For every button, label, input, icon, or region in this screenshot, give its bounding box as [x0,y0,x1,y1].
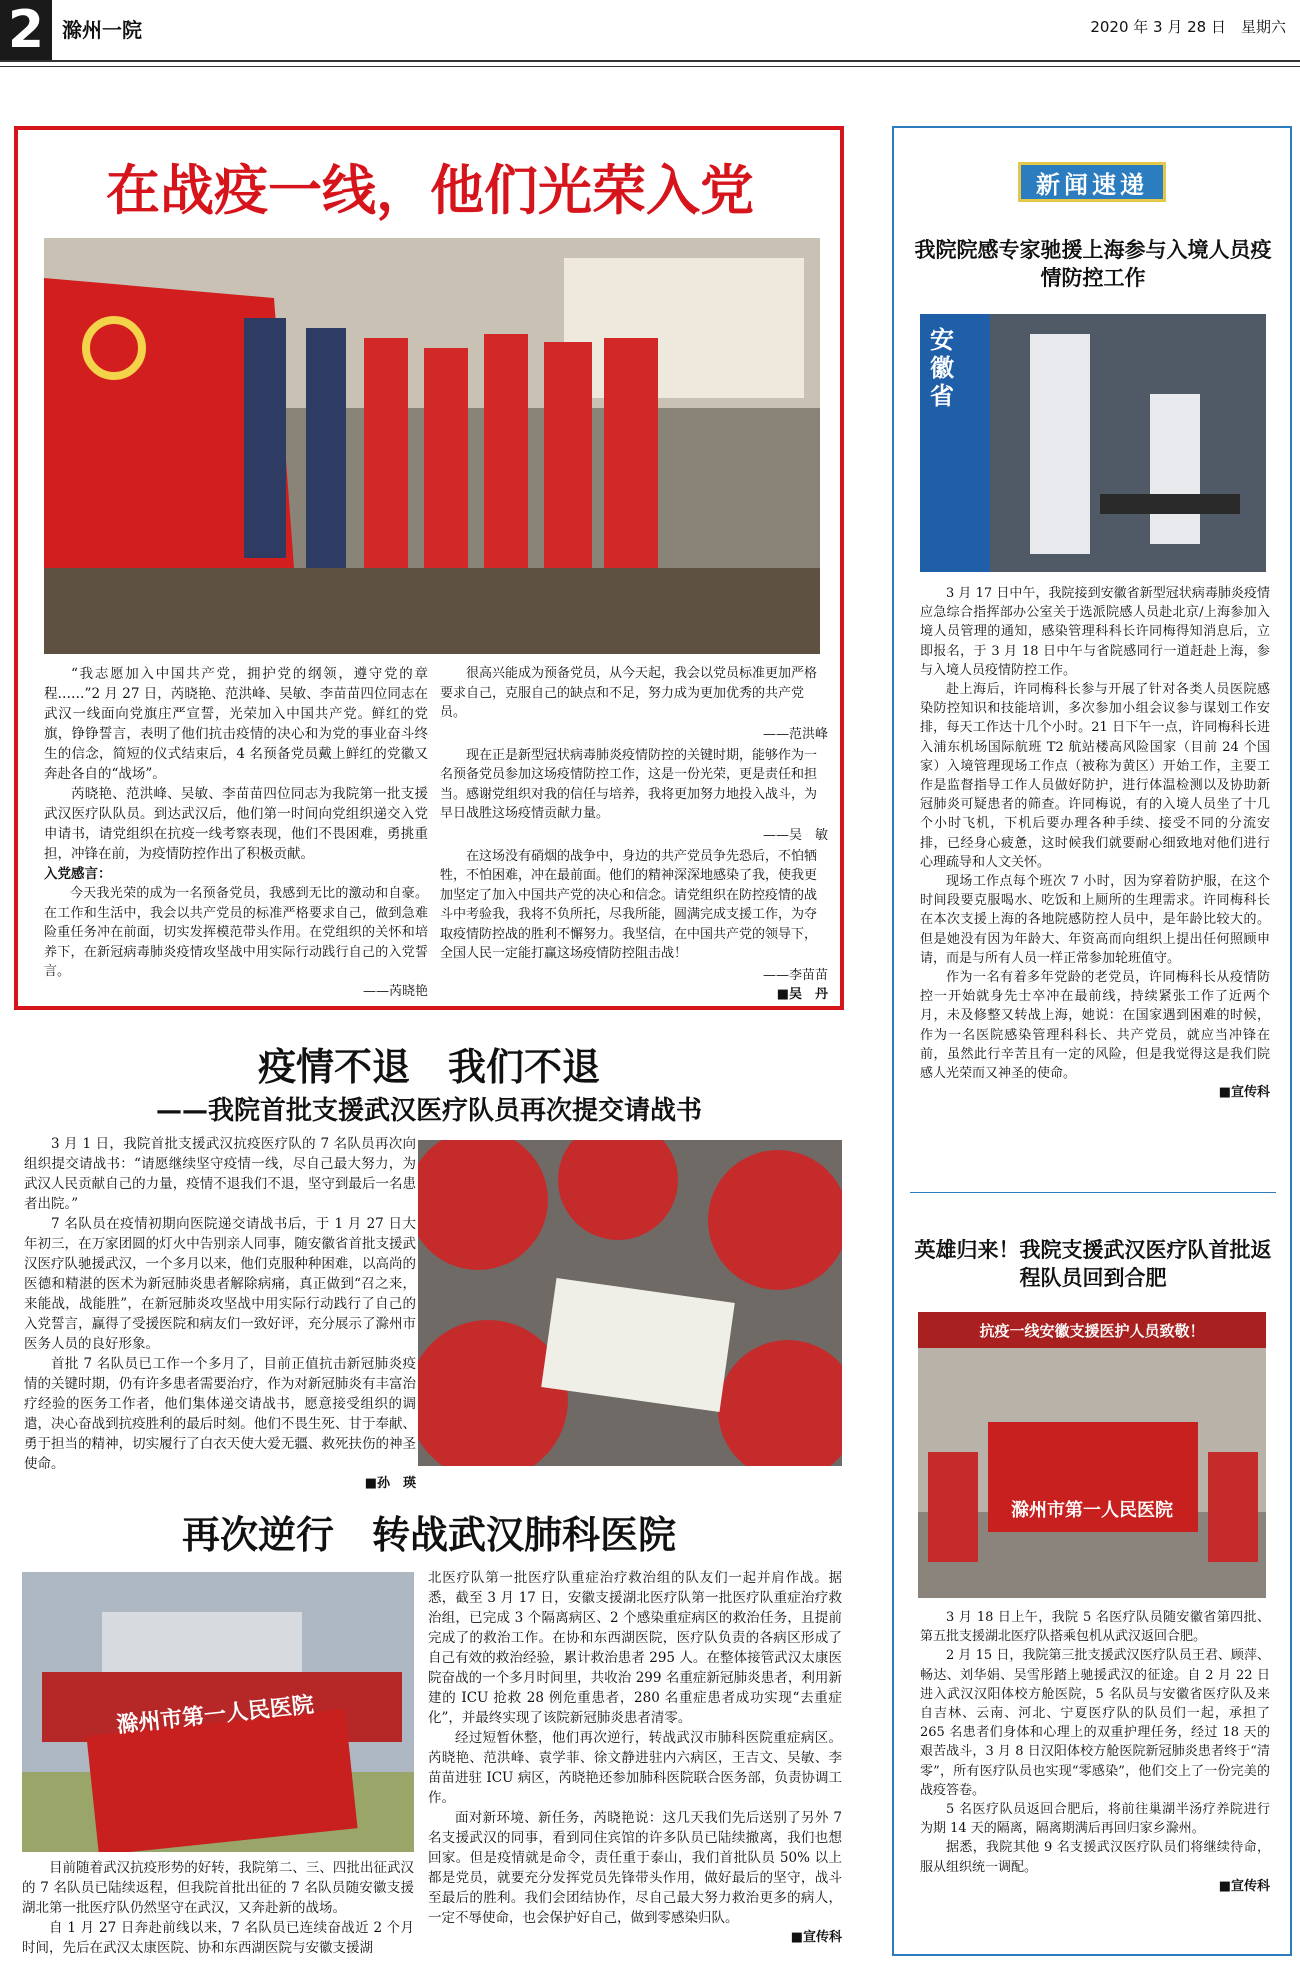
sidebar-article2-para-2: 2 月 15 日，我院第三批支援武汉医疗队员王君、顾萍、畅达、刘华娟、吴雪彤踏上驰援武汉的征途。自 2 月 22 日进入武汉汉阳体校方舱医院，5 名队员与安徽省医疗队及来自吉林、云南、河北、宁夏医疗队的队员们一起，承担了 265 名患者们身体和心理上的双重护理任务，经过 18 天的艰苦战斗，3 月 8 日汉阳体校方舱医院新冠肺炎患者终于“清零”，所有医疗队员也实现“零感染”，他们交上了一份完美的战疫答卷。 [920,1648,1270,1798]
lead-body-right [440,664,828,1002]
sidebar-article2-title: 英雄归来！我院支援武汉医疗队首批返程队员回到合肥 [914,1238,1272,1290]
sidebar-article1-title: 我院院感专家驰援上海参与入境人员疫情防控工作 [914,238,1272,290]
petition-photo-illustration [418,1140,842,1466]
return-photo-illustration [918,1312,1266,1598]
quote-2-signature: ——范洪峰 [762,726,828,742]
article3-body-left [22,1858,414,1958]
sidebar-article2-para-4: 据悉，我院其他 9 名支援武汉医疗队员们将继续待命，服从组织统一调配。 [920,1840,1270,1875]
return-photo [918,1312,1266,1598]
shanghai-photo [920,314,1266,572]
sidebar-divider [910,1192,1276,1193]
article2-para-3: 首批 7 名队员已工作一个多月了，目前正值抗击新冠肺炎疫情的关键时期，仍有许多患者需要治疗，作为对新冠肺炎有丰富治疗经验的医务工作者，他们集体递交请战书，愿意接受组织的调遣，决心奋战到抗疫胜利的最后时刻。他们不畏生死、甘于奉献、勇于担当的精神，切实履行了白衣天使大爱无疆、救死扶伤的神圣使命。 [24,1356,416,1472]
news-digest-badge: 新闻速递 [1018,162,1166,202]
issue-date: 2020 年 3 月 28 日 星期六 [1090,18,1286,36]
article2-para-2: 7 名队员在疫情初期向医院递交请战书后，于 1 月 27 日大年初三，在万家团圆的灯火中告别亲人同事，随安徽省首批支援武汉医疗队驰援武汉，一个多月以来，他们克服种种困难，以高尚的医德和精湛的医术为新冠肺炎患者解除病痛，真正做到“召之来，来能战，战能胜”，在新冠肺炎攻坚战中用实际行动践行了自己的入党誓言，赢得了受援医院和病友们一致好评，充分展示了滁州市医务人员的良好形象。 [24,1216,416,1352]
article3-body-right [428,1568,842,1948]
sidebar-article2-para-1: 3 月 18 日上午，我院 5 名医疗队员随安徽省第四批、第五批支援湖北医疗队搭乘包机从武汉返回合肥。 [920,1610,1270,1645]
return-flag-text: 滁州市第一人民医院 [1011,1500,1173,1521]
oath-photo-illustration [44,238,820,654]
lead-body-left [44,664,428,1002]
quote-1-signature: ——芮晓艳 [362,983,428,999]
petition-photo [418,1140,842,1466]
shanghai-sign-text: 安徽省 [930,326,954,410]
quote-3: 现在正是新型冠状病毒肺炎疫情防控的关键时期，能够作为一名预备党员参加这场疫情防控工作，这是一份光荣，更是责任和担当。感谢党组织对我的信任与培养，我将更加努力地投入战斗，为早日战胜这场疫情贡献力量。 [440,747,818,821]
sidebar-article2-byline: ■宣传科 [1218,1878,1270,1894]
article2-body [24,1134,416,1494]
team-flag-text: 滁州市第一人民医院 [115,1692,315,1739]
lead-byline: ■吴 丹 [776,986,828,1002]
oath-photo [44,238,820,654]
article2-para-1: 3 月 1 日，我院首批支援武汉抗疫医疗队的 7 名队员再次向组织提交请战书：“请愿继续坚守疫情一线，尽自己最大努力，为武汉人民贡献自己的力量，疫情不退我们不退，坚守到最后一名患者出院。” [24,1136,416,1212]
article3-byline: ■宣传科 [790,1930,842,1945]
article2-title: 疫情不退 我们不退 [257,1045,600,1089]
sidebar-article1-para-2: 赴上海后，许同梅科长参与开展了针对各类人员医院感染防控知识和技能培训，多次参加小组会议参与谋划工作安排，每天工作达十几个小时。21 日下午一点，许同梅科长进入浦东机场国际航班 T2 航站楼高风险国家（目前 24 个国家）入境管理现场工作点（被称为黄区）开始工作，主要工作是监督指导工作人员做好防护，进行体温检测以及协助新冠肺炎可疑患者的筛查。许同梅说，有的入境人员坐了十几个小时飞机，下机后要办理各种手续、接受不同的分流安排，已经身心疲惫，这时候我们就要耐心细致地对他们进行心理疏导和人文关怀。 [920,682,1270,870]
sidebar-article1-byline: ■宣传科 [1218,1085,1270,1101]
return-banner-text: 抗疫一线安徽支援医护人员致敬！ [979,1322,1205,1340]
header-rule-thin [0,66,1300,67]
quote-4-signature: ——李苗苗 [762,967,828,983]
article3-right-para-2: 经过短暂休整，他们再次逆行，转战武汉市肺科医院重症病区。芮晓艳、范洪峰、袁学菲、徐文静进驻内六病区，王吉文、吴敏、李苗苗进驻 ICU 病区，芮晓艳还参加肺科医院联合医务部，负责协调工作。 [428,1730,842,1806]
article3-right-para-1: 北医疗队第一批医疗队重症治疗救治组的队友们一起并肩作战。据悉，截至 3 月 17 日，安徽支援湖北医疗队第一批医疗队重症治疗救治组，已完成 3 个隔离病区、2 个感染重症病区的救治任务，且提前完成了的救治工作。在协和东西湖医院，医疗队负责的各病区形成了自己有效的救治经验，累计救治患者 295 人。在整体接管武汉太康医院奋战的一个多月时间里，共收治 299 名重症新冠肺炎患者，利用新建的 ICU 抢救 28 例危重患者，280 名重症患者成功实现“去重症化”，并最终实现了该院新冠肺炎患者清零。 [428,1570,842,1726]
shanghai-photo-illustration [920,314,1266,572]
sidebar-article2-body [920,1608,1270,1896]
article2-subtitle: ——我院首批支援武汉医疗队员再次提交请战书 [155,1096,702,1126]
quote-2: 很高兴能成为预备党员，从今天起，我会以党员标准更加严格要求自己，克服自己的缺点和不足，努力成为更加优秀的共产党员。 [440,666,818,720]
lead-para-1: “我志愿加入中国共产党，拥护党的纲领，遵守党的章程……”2 月 27 日，芮晓艳、范洪峰、吴敏、李苗苗四位同志在武汉一线面向党旗庄严宣誓，光荣加入中国共产党。鲜红的党旗，铮铮誓言，表明了他们抗击疫情的决心和为党的事业奋斗终生的信念，简短的仪式结束后，4 名预备党员戴上鲜红的党徽又奔赴各自的“战场”。 [44,666,428,782]
sidebar-article1-para-3: 现场工作点每个班次 7 小时，因为穿着防护服，在这个时间段要克服喝水、吃饭和上厕所的生理需求。许同梅科长在本次支援上海的各地院感防控人员中，是年龄比较大的。但是她没有因为年龄大、年资高而向组织上提出任何照顾申请，而是与所有人员一样正常参加轮班值守。 [920,874,1270,966]
quote-heading: 入党感言： [44,866,112,882]
section-title: 滁州一院 [62,18,142,42]
article3-right-para-3: 面对新环境、新任务，芮晓艳说：这几天我们先后送别了另外 7 名支援武汉的同事，看到同住宾馆的许多队员已陆续撤离，我们也想回家。但是疫情就是命令，责任重于泰山，我们首批队员 50% 以上都是党员，就要充分发挥党员先锋带头作用，做好最后的坚守，战斗至最后的胜利。我们会团结协作，尽自己最大努力救治更多的病人，一定不辱使命，也会保护好自己，做到零感染归队。 [428,1810,842,1926]
quote-4: 在这场没有硝烟的战争中，身边的共产党员争先恐后，不怕牺牲，不怕困难，冲在最前面。他们的精神深深地感染了我，使我更加坚定了加入中国共产党的决心和信念。请党组织在防控疫情的战斗中考验我，我将不负所托，尽我所能，圆满完成支援工作，为夺取疫情防控战的胜利不懈努力。我坚信，在中国共产党的领导下，全国人民一定能打赢这场疫情防控阻击战！ [440,848,818,961]
quote-3-signature: ——吴 敏 [762,827,828,843]
quote-1: 今天我光荣的成为一名预备党员，我感到无比的激动和自豪。在工作和生活中，我会以共产党员的标准严格要求自己，做到急难险重任务冲在前面，切实发挥模范带头作用。在党组织的关怀和培养下，在新冠病毒肺炎疫情攻坚战中用实际行动践行自己的入党誓言。 [44,886,428,979]
article2-byline: ■孙 瑛 [364,1476,416,1491]
lead-para-2: 芮晓艳、范洪峰、吴敏、李苗苗四位同志为我院第一批支援武汉医疗队队员。到达武汉后，他们第一时间向党组织递交入党申请书，请党组织在抗疫一线考察表现，他们不畏困难，勇挑重担，冲锋在前，为疫情防控作出了积极贡献。 [44,786,428,862]
sidebar-article1-body [920,584,1270,1102]
sidebar-article1-para-4: 作为一名有着多年党龄的老党员，许同梅科长从疫情防控一开始就身先士卒冲在最前线，持续紧张工作了近两个月，未及修整又转战上海，她说：在国家遇到困难的时候，作为一名医院感染管理科科长、共产党员，就应当冲锋在前，虽然此行辛苦且有一定的风险，但是我觉得这是我们院感人光荣而又神圣的使命。 [920,970,1270,1082]
sidebar-article1-para-1: 3 月 17 日中午，我院接到安徽省新型冠状病毒肺炎疫情应急综合指挥部办公室关于选派院感人员赴北京/上海参加入境人员管理的通知，感染管理科科长许同梅得知消息后，立即报名，于 3 月 18 日中午与省院感同行一道赶赴上海，参与入境人员疫情防控工作。 [920,586,1270,678]
header-rule [0,60,1300,62]
article3-left-para-2: 自 1 月 27 日奔赴前线以来，7 名队员已连续奋战近 2 个月时间，先后在武汉太康医院、协和东西湖医院与安徽支援湖 [22,1920,414,1956]
article3-left-para-1: 目前随着武汉抗疫形势的好转，我院第二、三、四批出征武汉的 7 名队员已陆续返程，但我院首批出征的 7 名队员随安徽支援湖北第一批医疗队仍然坚守在武汉，又奔赴新的战场。 [22,1860,414,1916]
sidebar-article2-para-3: 5 名医疗队员返回合肥后，将前往巢湖半汤疗养院进行为期 14 天的隔离，隔离期满后再回归家乡滁州。 [920,1802,1270,1837]
page-number: 2 [0,0,52,60]
lead-title: 在战疫一线，他们光荣入党 [106,159,754,222]
article3-title: 再次逆行 转战武汉肺科医院 [181,1513,676,1557]
